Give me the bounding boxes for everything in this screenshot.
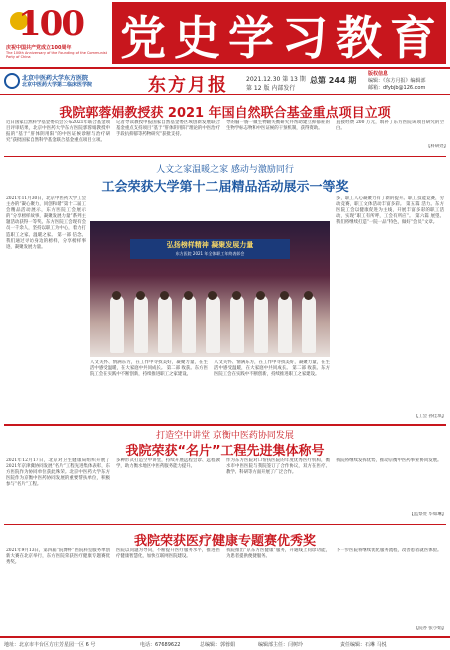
person-figure bbox=[278, 295, 292, 353]
article3-col1: 2021年12月17日，北京对卫生健康局组织开展了2021年京津冀协同发展“名片”工程先进集体表彰，东方医院作为协同单位获此殊荣。北京中医药大学东方医院作为京衡中医药协同发展的重要帮扶单位，积极参与“名片”工程。 bbox=[6, 458, 110, 488]
article4-credit: 【院办 张小娟】 bbox=[413, 626, 446, 631]
article3-col3: 作为东方医院对口帮扶医院的年度优秀医疗机构，衡水市中医医院与我院签订了合作协议，双方在医疗、教学、科研等方面开展了广泛合作。 bbox=[226, 458, 330, 476]
article3-credit: 【监察处 毕如琳】 bbox=[409, 512, 446, 517]
article3-col2: 多种形式打造空中讲堂，持续开展远程会诊、远程教学，助力衡水地区中医药服务能力提升。 bbox=[116, 458, 220, 470]
award-ceremony-photo bbox=[90, 221, 330, 357]
photo-banner bbox=[130, 239, 290, 259]
article1-col1: 近日国家自然科学基金委员会公布2021年联合基金项目评审结果，北京中医药大学东方医院郭蓉娟教授申报的“基于“肝体阴用阳”的中医证候诊断与治疗研究”获批国家自然科学基金联合基金重点项目立项。 bbox=[6, 120, 110, 144]
person-figure bbox=[230, 295, 244, 353]
issue-date: 2021.12.30 第 13 期 bbox=[246, 76, 306, 83]
article2-subhead: 人文之家温暖之家 感动与激励同行 bbox=[156, 165, 294, 175]
footer-responsible: 责任编辑：石琳 马悦 bbox=[340, 642, 387, 648]
issue-page: 第 12 版 内部发行 bbox=[246, 85, 296, 92]
person-figure bbox=[158, 295, 172, 353]
logo-number: 100 bbox=[18, 4, 83, 44]
photo-banner-title: 弘扬榜样精神 凝聚发展力量 bbox=[166, 241, 254, 249]
person-head bbox=[280, 291, 289, 300]
logo-line2: The 100th Anniversary of the Founding of the Communist Party of China bbox=[6, 51, 107, 59]
article1-col3: 导的脑一肠一微生物轴失衡研究并帮助建立抑郁症的生物学标志物和中医证候的干预机制，获得资助。 bbox=[226, 120, 330, 132]
article2-headline: 工会荣获大学第十二届精品活动展示一等奖 bbox=[101, 180, 349, 195]
article2-col-right: 多，职工人心凝聚力有了新的提升。职工技能竞赛，劳动竞赛，职工文体活动丰富多彩。 第五篇 活力。东方医院工会以健康促进为主线，开展丰富多彩的职工活动，实现“职工有所呼，工会有所应”。 第六篇 展望。我们将继续打造“一院一品”特色，做好“会员”文章。 bbox=[336, 196, 444, 226]
article3-headline: 我院荣获“名片”工程先进集体称号 bbox=[125, 444, 325, 459]
editor-line2: 编辑：《东方月报》编辑部 bbox=[368, 78, 426, 84]
person-head bbox=[184, 291, 193, 300]
article4-col2: 医院以问题为导向，不断提升医疗服务水平，推进医疗健康智慧化，加快互联网医院建设。 bbox=[116, 548, 220, 560]
hospital-logo-icon bbox=[4, 73, 20, 89]
footer-address: 地址：北京市丰台区方庄芳星园一区 6 号 bbox=[4, 642, 96, 648]
article1-credit: 【科研处】 bbox=[426, 144, 448, 149]
person-head bbox=[112, 291, 121, 300]
editor-line1: 版权信息 bbox=[368, 71, 389, 77]
hospital-subname: 北京中医药大学第二临床医学院 bbox=[22, 82, 93, 88]
article1-col4: 直接经费 200 万元，填补了东方医院该项目研究的空白。 bbox=[336, 120, 444, 132]
divider-3 bbox=[4, 524, 446, 525]
article2-col-left: 2021年11月30日，北京中医药大学工会主办的“凝心聚力，同创和谐”第十二届工会精品活动展示，东方医院工会展示的“分享榜样故事，凝聚发展力量”系列主题活动获得一等奖。东方医院工会现有会员一千余人，坚持以职工为中心，着力打造职工之家、温暖之家。 第一部 信念。我们通过寻访身边的榜样，分享榜样事迹，凝聚发展力量。 bbox=[6, 196, 86, 250]
person-head bbox=[232, 291, 241, 300]
person-figure bbox=[206, 295, 220, 353]
logo-line1: 庆祝中国共产党成立100周年 bbox=[6, 45, 72, 51]
article4-col4: 下一步医院将继续优化服务流程，改善患者就医体验。 bbox=[336, 548, 442, 553]
person-figure bbox=[254, 295, 268, 353]
divider-1 bbox=[4, 156, 446, 157]
person-figure bbox=[302, 295, 316, 353]
article3-subhead: 打造空中讲堂 京衡中医药协同发展 bbox=[156, 431, 294, 441]
article4-col1: 2021年9月13日，第四届“院博杯”医院科室服务单创新大赛在北京举行，东方医院荣获医疗健康专题赛优秀奖。 bbox=[6, 548, 110, 566]
editor-info bbox=[368, 71, 448, 92]
centenary-logo bbox=[6, 4, 106, 62]
footer-phone: 电话：67689622 bbox=[140, 642, 181, 648]
newspaper-title-block bbox=[112, 2, 446, 64]
person-head bbox=[304, 291, 313, 300]
article3-col4: 我院将继续发挥优势，推动京衡中医药事业协同发展。 bbox=[336, 458, 442, 463]
person-head bbox=[208, 291, 217, 300]
person-head bbox=[136, 291, 145, 300]
photo-banner-subtitle: 东方医院 2021 年全体职工年终表彰会 bbox=[175, 251, 245, 256]
footer-editor-in-chief: 总编辑：郭蓉娟 bbox=[200, 642, 236, 648]
person-figure bbox=[182, 295, 196, 353]
person-figure bbox=[134, 295, 148, 353]
article4-headline: 我院荣获医疗健康专题赛优秀奖 bbox=[133, 534, 316, 549]
article2-credit: 【工会 孙佳琪】 bbox=[413, 414, 446, 419]
article1-col2: 记者导读教授申报国家自然基金委区域创新发展联合基金重点支持项目“基于“肝体阴用阳”理论的中医治疗手段抗抑郁等药物研究”获批支持。 bbox=[116, 120, 220, 138]
person-head bbox=[256, 291, 265, 300]
hospital-name: 北京中医药大学东方医院 bbox=[22, 75, 89, 82]
article2-col-mid2: 人文关怀、情满东方，在工作中寻找美好，凝聚力量，在生活中感受温暖，在大家庭中共同成长。 第二部 收获。东方医院工会在实践中不断创新，持续推进职工之家建设。 bbox=[214, 360, 330, 378]
person-figure bbox=[110, 295, 124, 353]
editor-line3: 邮箱：dfybjb@126.com bbox=[368, 85, 426, 91]
article2-col-mid: 人文关怀、情满东方，在工作中寻找美好，凝聚力量，在生活中感受温暖，在大家庭中共同成长。 第二部 收获。东方医院工会在实践中不断创新，持续推进职工之家建设。 bbox=[90, 360, 208, 378]
total-issue: 总第 244 期 bbox=[310, 76, 357, 85]
article4-col3: 我院推出“京东方医健康”服务，开通线上问诊功能，为患者提供便捷服务。 bbox=[226, 548, 330, 560]
footer-deputy: 编辑部主任：闫树玲 bbox=[258, 642, 304, 648]
article1-headline: 我院郭蓉娟教授获 2021 年国自然联合基金重点项目立项 bbox=[59, 106, 391, 121]
footer bbox=[0, 636, 450, 650]
masthead bbox=[0, 0, 450, 66]
divider-2 bbox=[4, 424, 446, 426]
person-head bbox=[160, 291, 169, 300]
paper-name: 东方月报 bbox=[148, 75, 228, 96]
issue-info-bar bbox=[0, 67, 450, 95]
newspaper-title: 党史学习教育 bbox=[120, 11, 444, 65]
